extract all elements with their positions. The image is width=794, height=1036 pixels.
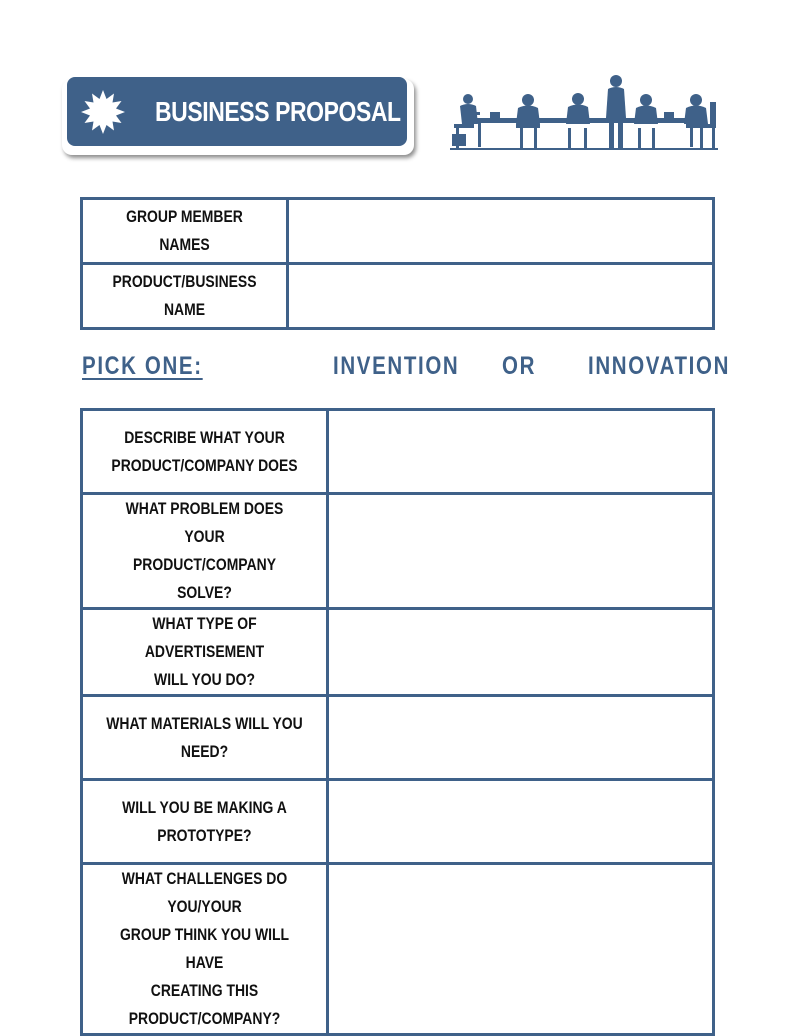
group-info-table [80, 197, 715, 330]
table-row [82, 696, 714, 780]
questions-table [80, 408, 715, 1036]
table-row [82, 199, 714, 264]
business-meeting-silhouette-icon [450, 72, 718, 152]
answer-field[interactable] [328, 780, 714, 864]
page-title: BUSINESS PROPOSAL [155, 96, 401, 127]
pick-one-row [82, 350, 731, 386]
table-row [82, 864, 714, 1035]
question-label: WHAT TYPE OF ADVERTISEMENT WILL YOU DO? [82, 609, 328, 696]
question-label: DESCRIBE WHAT YOUR PRODUCT/COMPANY DOES [82, 410, 328, 494]
title-banner [67, 77, 407, 146]
option-invention[interactable]: INVENTION [333, 352, 460, 380]
table-row [82, 410, 714, 494]
answer-field[interactable] [328, 410, 714, 494]
question-label: WHAT PROBLEM DOES YOUR PRODUCT/COMPANY SOLVE? [82, 494, 328, 609]
answer-field[interactable] [328, 864, 714, 1035]
table-row [82, 494, 714, 609]
table-row [82, 264, 714, 329]
option-separator: OR [502, 352, 537, 380]
product-business-name-field[interactable] [288, 264, 714, 329]
pick-one-label: PICK ONE: [82, 352, 203, 380]
group-member-names-field[interactable] [288, 199, 714, 264]
table-row [82, 609, 714, 696]
sunburst-star-icon [81, 90, 125, 134]
product-business-name-label: PRODUCT/BUSINESS NAME [82, 264, 288, 329]
answer-field[interactable] [328, 494, 714, 609]
question-label: WILL YOU BE MAKING A PROTOTYPE? [82, 780, 328, 864]
option-innovation[interactable]: INNOVATION [588, 352, 731, 380]
question-label: WHAT CHALLENGES DO YOU/YOUR GROUP THINK YOU WILL HAVE CREATING THIS PRODUCT/COMPANY? [82, 864, 328, 1035]
answer-field[interactable] [328, 696, 714, 780]
question-label: WHAT MATERIALS WILL YOU NEED? [82, 696, 328, 780]
group-member-names-label: GROUP MEMBER NAMES [82, 199, 288, 264]
table-row [82, 780, 714, 864]
answer-field[interactable] [328, 609, 714, 696]
